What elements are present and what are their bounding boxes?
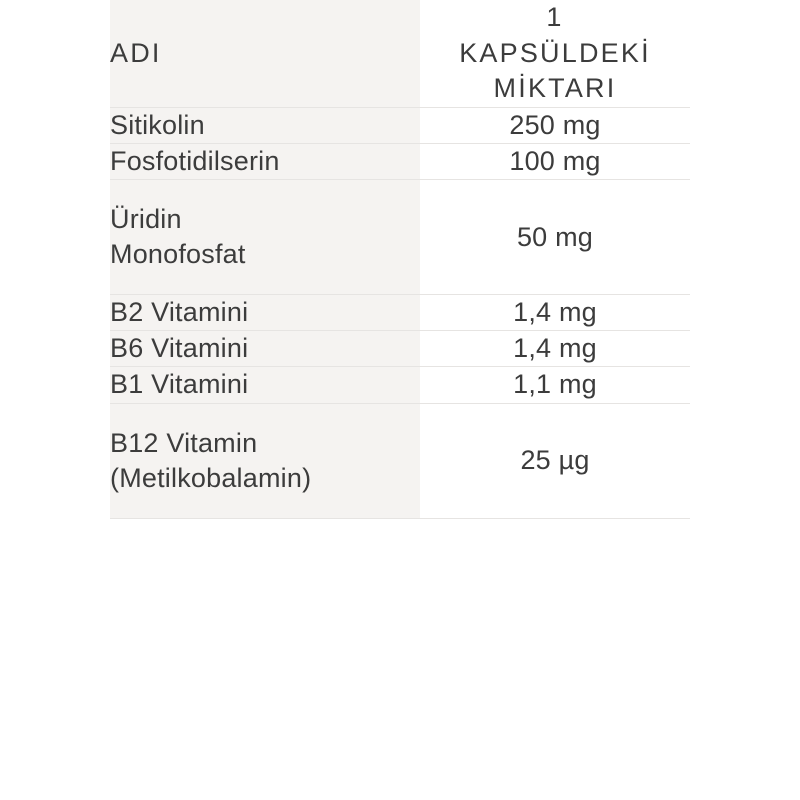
row-amount-b6-vitamini: 1,4 mg [420,331,690,367]
supplement-facts-table [110,0,690,519]
header-amount-line-1: 1 [546,2,564,32]
header-amount-line-2: KAPSÜLDEKİ [459,37,651,68]
row-name-line-2: Monofosfat [110,239,246,270]
row-amount-sitikolin: 250 mg [420,107,690,143]
table-row [110,367,690,403]
row-amount-b2-vitamini: 1,4 mg [420,295,690,331]
row-name-b1-vitamini: B1 Vitamini [110,367,420,403]
table-header-row [110,0,690,107]
row-name-b12-vitamin [110,403,420,518]
row-name-uridin-monofosfat [110,180,420,295]
header-amount [420,0,690,107]
row-amount-b1-vitamini: 1,1 mg [420,367,690,403]
table-row [110,180,690,295]
row-name-line-1: Üridin [110,204,182,235]
header-name: ADI [110,0,420,107]
row-amount-fosfotidilserin: 100 mg [420,143,690,179]
table-row [110,403,690,518]
table-row [110,143,690,179]
table-row [110,107,690,143]
row-name-fosfotidilserin: Fosfotidilserin [110,143,420,179]
header-amount-line-3: MİKTARI [493,73,617,104]
table-row [110,295,690,331]
row-name-sitikolin: Sitikolin [110,107,420,143]
row-amount-b12-vitamin: 25 µg [420,403,690,518]
row-amount-uridin-monofosfat: 50 mg [420,180,690,295]
nutrition-panel [110,0,690,800]
row-name-b2-vitamini: B2 Vitamini [110,295,420,331]
table-row [110,331,690,367]
table-body [110,107,690,518]
row-name-b6-vitamini: B6 Vitamini [110,331,420,367]
row-name-line-2: (Metilkobalamin) [110,462,312,493]
row-name-line-1: B12 Vitamin [110,427,258,458]
table-header [110,0,690,107]
